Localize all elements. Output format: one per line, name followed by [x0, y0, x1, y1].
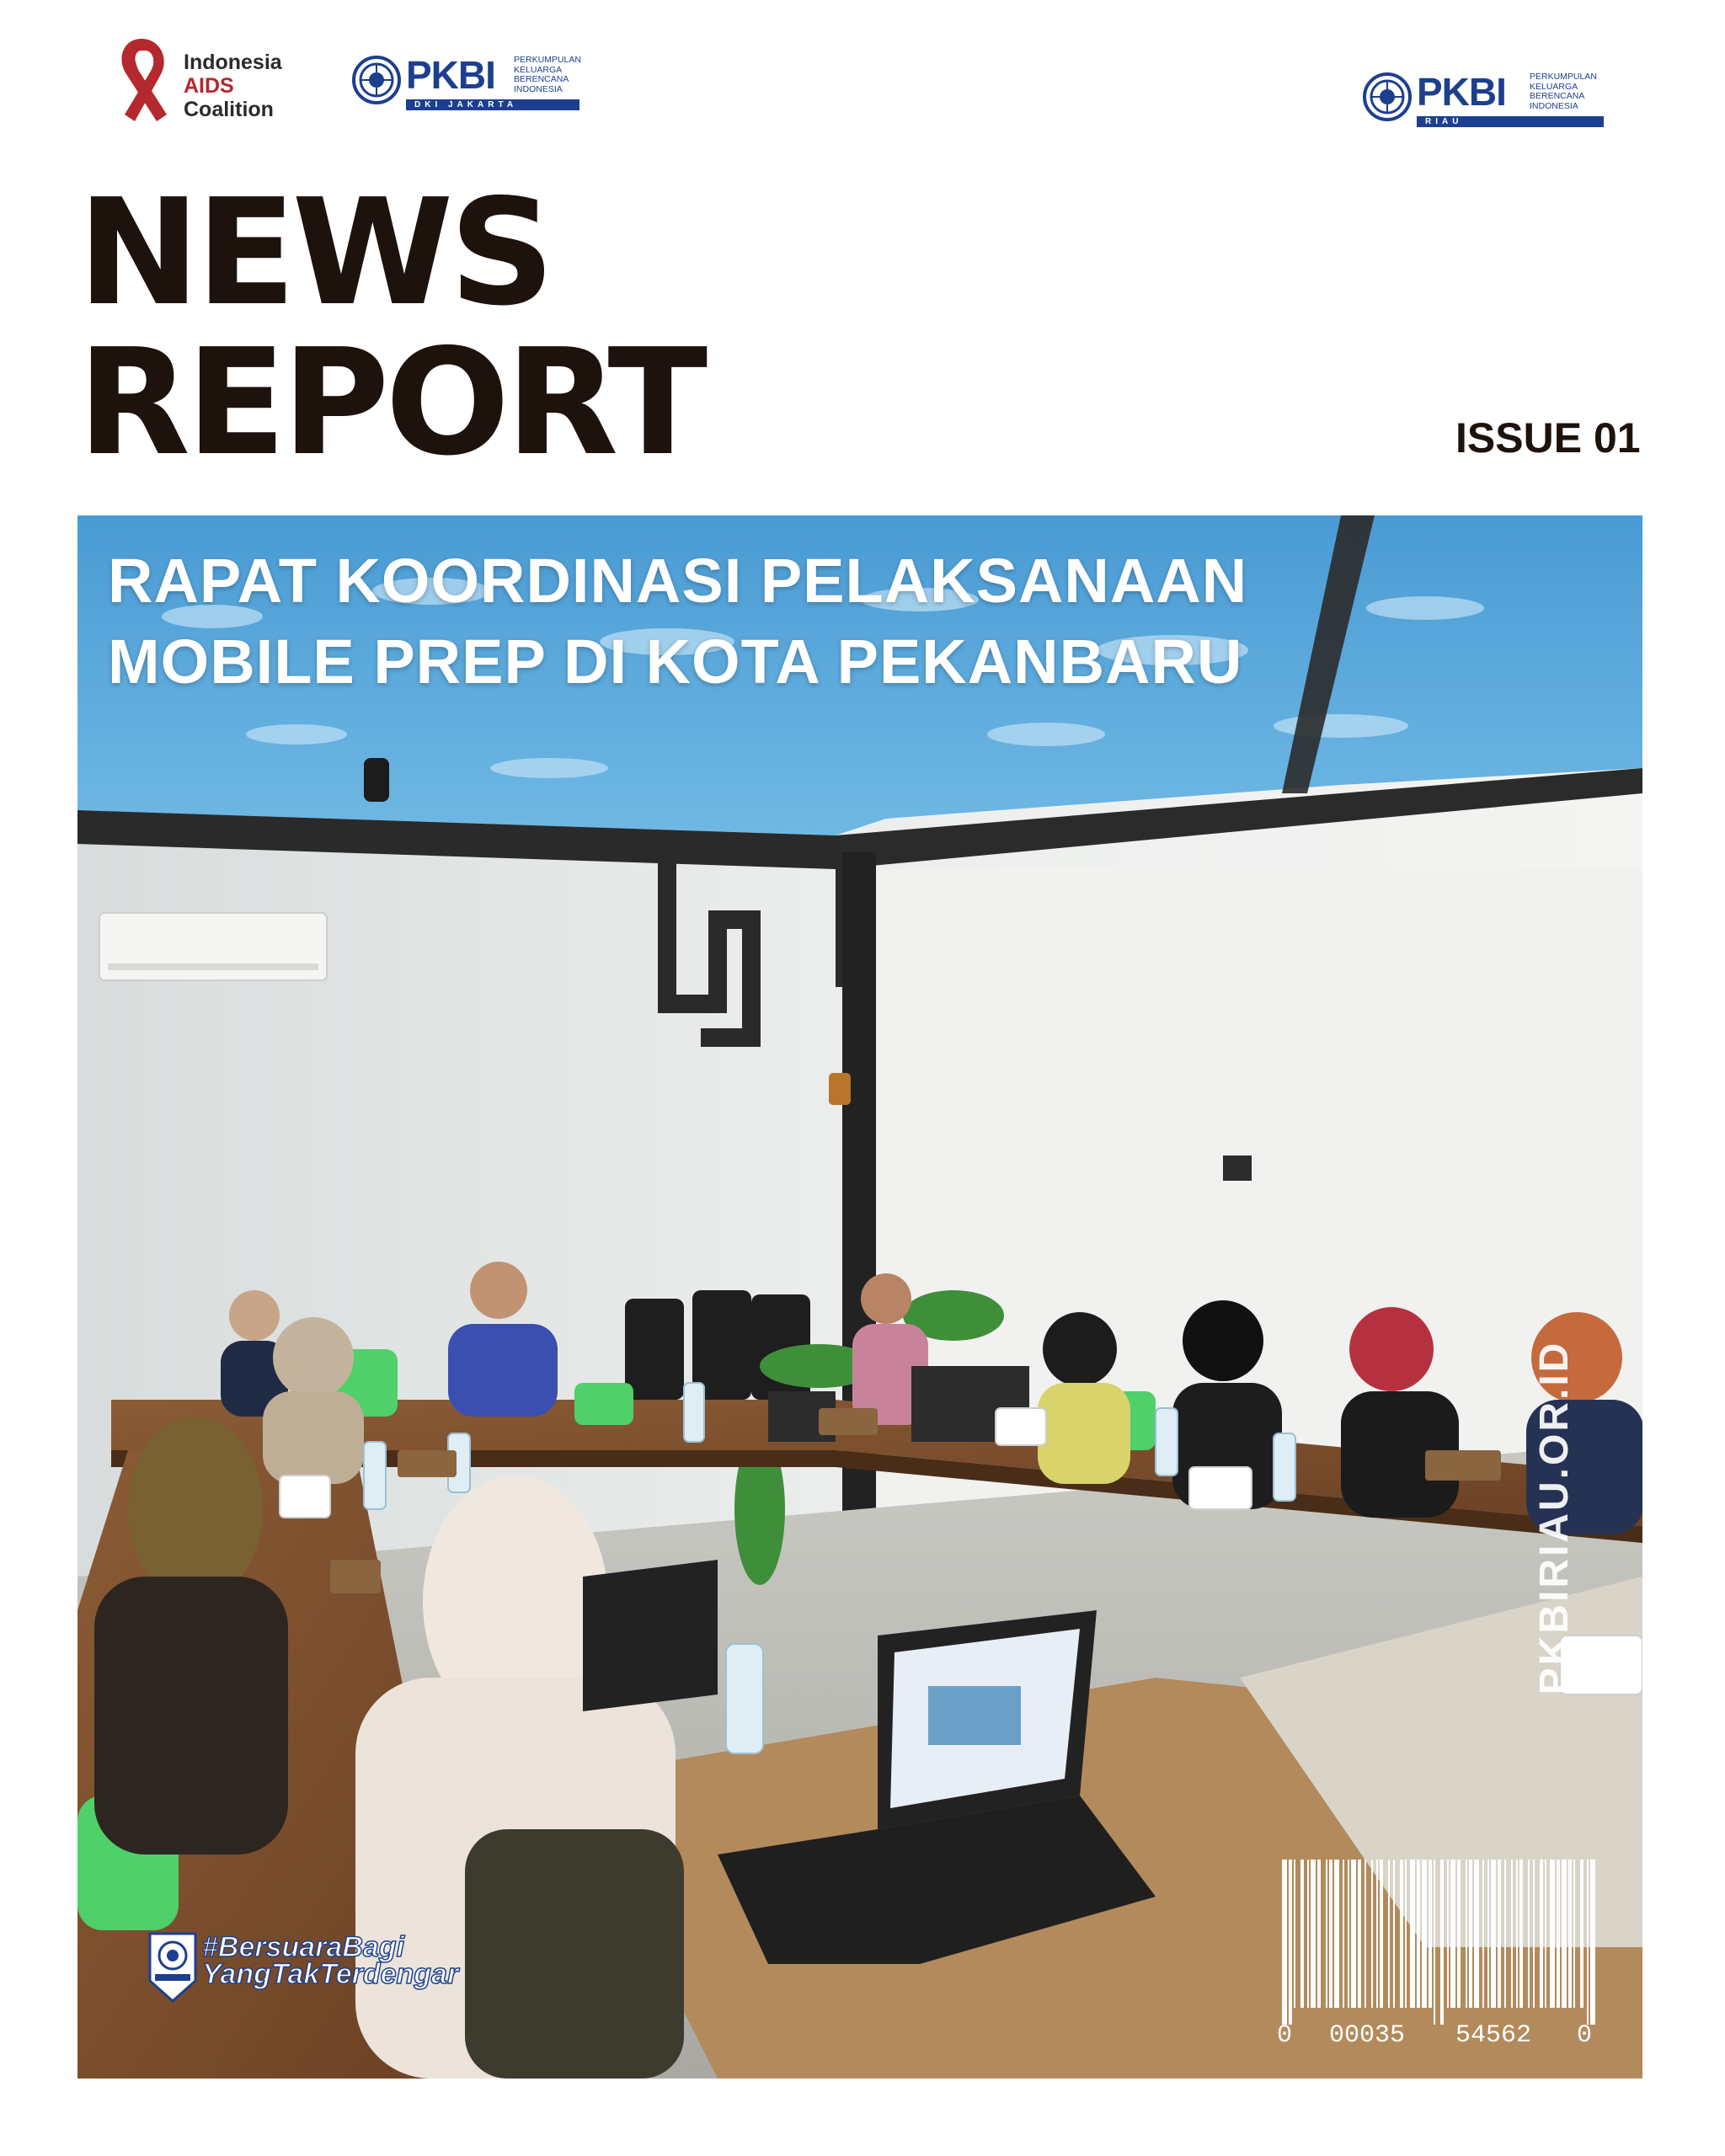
pkbi-riau-logo — [1363, 69, 1607, 128]
barcode-bar — [1405, 1860, 1407, 2008]
barcode-bar — [1580, 1860, 1583, 2008]
pkbi-riau-subtitle: PERKUMPULAN KELUARGA BERENCANA INDONESIA — [1530, 72, 1597, 111]
barcode-group1: 00035 — [1329, 2021, 1406, 2050]
partner-logo-line3: Coalition — [184, 98, 274, 121]
barcode-bar — [1469, 1860, 1472, 2008]
hashtag-line2: YangTakTerdengar — [202, 1958, 459, 1990]
barcode-bar — [1516, 1860, 1518, 2008]
pkbi-riau-brand: PKBI — [1417, 70, 1506, 114]
barcode-bar — [1440, 1860, 1444, 2025]
barcode-bar — [1282, 1860, 1287, 2025]
barcode-bar — [1388, 1860, 1390, 2008]
barcode-group2: 54562 — [1455, 2021, 1532, 2050]
barcode-bar — [1400, 1860, 1403, 2008]
meeting-room-illustration — [77, 515, 1642, 2079]
pkbi-jakarta-subtitle: PERKUMPULAN KELUARGA BERENCANA INDONESIA — [514, 55, 581, 94]
barcode-bar — [1371, 1860, 1373, 2008]
barcode-bar — [1590, 1860, 1595, 2025]
barcode-bar — [1540, 1860, 1543, 2008]
pkbi-jakarta-region: DKI JAKARTA — [406, 99, 579, 110]
barcode-digit-left: 0 — [1277, 2021, 1293, 2050]
pkbi-seal-icon — [1363, 72, 1412, 121]
pkbi-jakarta-logo — [352, 52, 579, 111]
barcode-bar — [1307, 1860, 1309, 2008]
pkbi-jakarta-brand: PKBI — [406, 53, 495, 97]
pkbi-riau-region: RIAU — [1417, 116, 1604, 127]
barcode-bar — [1573, 1860, 1575, 2008]
hero-headline — [108, 541, 1590, 702]
barcode-bar — [1550, 1860, 1555, 2008]
barcode-digit-right: 0 — [1577, 2021, 1593, 2050]
barcode-bar — [1429, 1860, 1432, 2008]
partner-logo-line2: AIDS — [184, 74, 234, 98]
masthead-title — [77, 168, 718, 488]
barcode-bar — [1311, 1860, 1316, 2008]
barcode-bar — [1393, 1860, 1395, 2008]
barcode-bar — [1410, 1860, 1415, 2008]
partner-logo-line1: Indonesia — [184, 51, 282, 74]
red-ribbon-icon — [108, 34, 175, 131]
barcode-bar — [1376, 1860, 1378, 2008]
barcode-bar — [1289, 1860, 1292, 2025]
website-url: PKBIRIAU.OR.ID — [1532, 1340, 1577, 1695]
barcode-bars — [1277, 1860, 1597, 2025]
issue-number: ISSUE 01 — [1455, 414, 1641, 462]
barcode — [1277, 1860, 1597, 2052]
barcode-bar — [1498, 1860, 1501, 2008]
barcode-bar — [1326, 1860, 1327, 2008]
barcode-bar — [1487, 1860, 1489, 2008]
barcode-bar — [1434, 1860, 1435, 2025]
pkbi-badge-icon — [147, 1930, 199, 2003]
barcode-bar — [1422, 1860, 1427, 2008]
barcode-bar — [1466, 1860, 1467, 2008]
barcode-bar — [1557, 1860, 1560, 2008]
barcode-bar — [1587, 1860, 1589, 2025]
barcode-bar — [1533, 1860, 1535, 2008]
barcode-bar — [1457, 1860, 1461, 2008]
barcode-bar — [1491, 1860, 1496, 2008]
pkbi-seal-icon — [352, 56, 401, 104]
masthead-line1: NEWS — [77, 168, 551, 339]
hero-headline-line2: MOBILE PREP DI KOTA PEKANBARU — [108, 627, 1243, 696]
barcode-bar — [1343, 1860, 1344, 2008]
campaign-hashtag — [147, 1927, 483, 2020]
barcode-bar — [1365, 1860, 1366, 2008]
barcode-bar — [1329, 1860, 1332, 2008]
barcode-bar — [1450, 1860, 1455, 2008]
barcode-bar — [1380, 1860, 1383, 2008]
barcode-bar — [1417, 1860, 1420, 2008]
barcode-bar — [1358, 1860, 1361, 2008]
barcode-bar — [1334, 1860, 1339, 2008]
barcode-bar — [1519, 1860, 1523, 2008]
hashtag-line1: #BersuaraBagi — [202, 1931, 405, 1963]
barcode-bar — [1511, 1860, 1513, 2008]
barcode-bar — [1528, 1860, 1530, 2008]
barcode-bar — [1317, 1860, 1321, 2008]
barcode-bar — [1545, 1860, 1546, 2008]
barcode-bar — [1348, 1860, 1349, 2008]
barcode-bar — [1351, 1860, 1356, 2008]
hero-photo — [77, 515, 1642, 2079]
barcode-bar — [1300, 1860, 1304, 2008]
barcode-bar — [1568, 1860, 1572, 2008]
barcode-bar — [1474, 1860, 1479, 2008]
barcode-bar — [1562, 1860, 1567, 2008]
barcode-bar — [1294, 1860, 1295, 2008]
hero-headline-line1: RAPAT KOORDINASI PELAKSANAAN — [108, 546, 1248, 616]
indonesia-aids-coalition-logo — [108, 34, 310, 131]
barcode-bar — [1504, 1860, 1506, 2008]
barcode-bar — [1482, 1860, 1484, 2008]
barcode-bar — [1447, 1860, 1449, 2008]
masthead-line2: REPORT — [77, 318, 704, 488]
